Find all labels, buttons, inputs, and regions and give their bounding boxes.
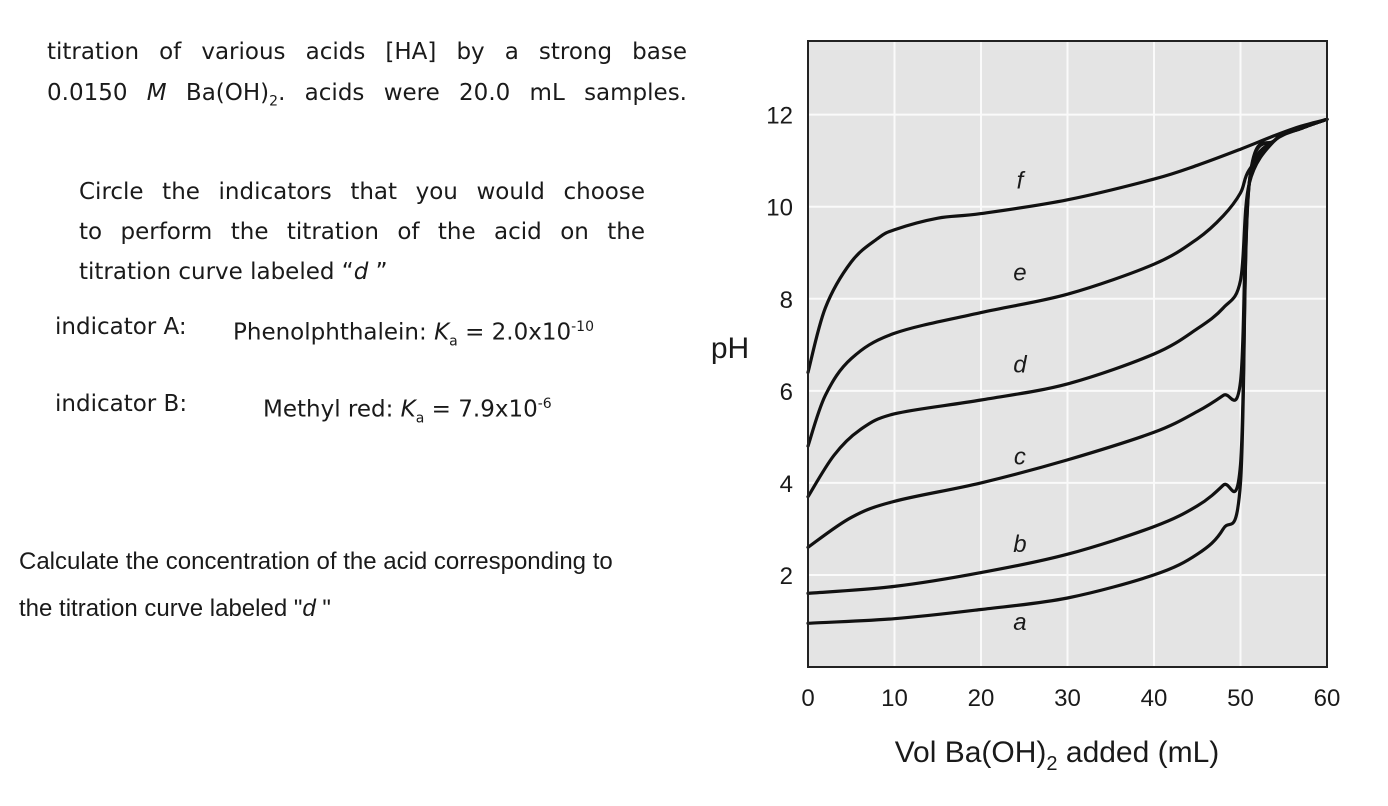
question1-line-3: titration curve labeled “d ”	[79, 259, 388, 285]
intro-line-1: titration of various acids [HA] by a strong base	[47, 39, 687, 65]
indicator-question	[79, 172, 645, 292]
intro-line-2: 0.0150 M $Ba(OH)_2$. acids were 20.0 mL samples.	[47, 80, 687, 110]
x-tick-label: 40	[1140, 685, 1168, 712]
y-tick-label: 8	[779, 286, 793, 314]
curve-label-f: f	[1016, 167, 1024, 195]
question1-line-1: Circle the indicators that you would choose	[79, 179, 645, 205]
problem-intro	[47, 32, 687, 123]
curve-label-d: d	[1013, 351, 1027, 379]
indicator-a-label: indicator A:	[55, 314, 187, 340]
question2-line-1: Calculate the concentration of the acid corresponding to	[19, 548, 613, 575]
y-tick-label: 12	[766, 102, 793, 130]
indicator-a	[55, 312, 695, 350]
indicator-b-value: Methyl red: $K_a = 7.9x10^{-6}$	[263, 396, 552, 427]
x-tick-label: 30	[1054, 685, 1081, 712]
x-tick-label: 0	[801, 685, 815, 712]
curve-label-c: c	[1013, 443, 1026, 471]
x-axis-label: Vol $Ba(OH)_2$ added (mL)	[894, 736, 1220, 775]
y-tick-label: 4	[779, 470, 793, 498]
curve-label-b: b	[1013, 530, 1027, 558]
question1-line-2: to perform the titration of the acid on the	[79, 219, 645, 245]
x-tick-label: 10	[881, 685, 908, 712]
concentration-question	[19, 538, 613, 632]
y-axis-label: pH	[710, 332, 750, 365]
question2-line-2: the titration curve labeled "d "	[19, 595, 331, 622]
curve-label-a: a	[1013, 609, 1027, 637]
y-tick-label: 10	[766, 194, 793, 222]
indicator-b	[55, 389, 695, 427]
indicator-b-label: indicator B:	[55, 391, 188, 417]
x-tick-label: 60	[1313, 685, 1341, 712]
indicator-a-value: Phenolphthalein: $K_a = 2.0x10^{-10}$	[233, 319, 594, 350]
y-tick-label: 6	[779, 378, 793, 406]
x-tick-label: 50	[1227, 685, 1254, 712]
y-tick-label: 2	[779, 562, 793, 590]
x-tick-label: 20	[967, 685, 995, 712]
titration-chart	[700, 20, 1360, 780]
curve-label-e: e	[1013, 259, 1027, 287]
